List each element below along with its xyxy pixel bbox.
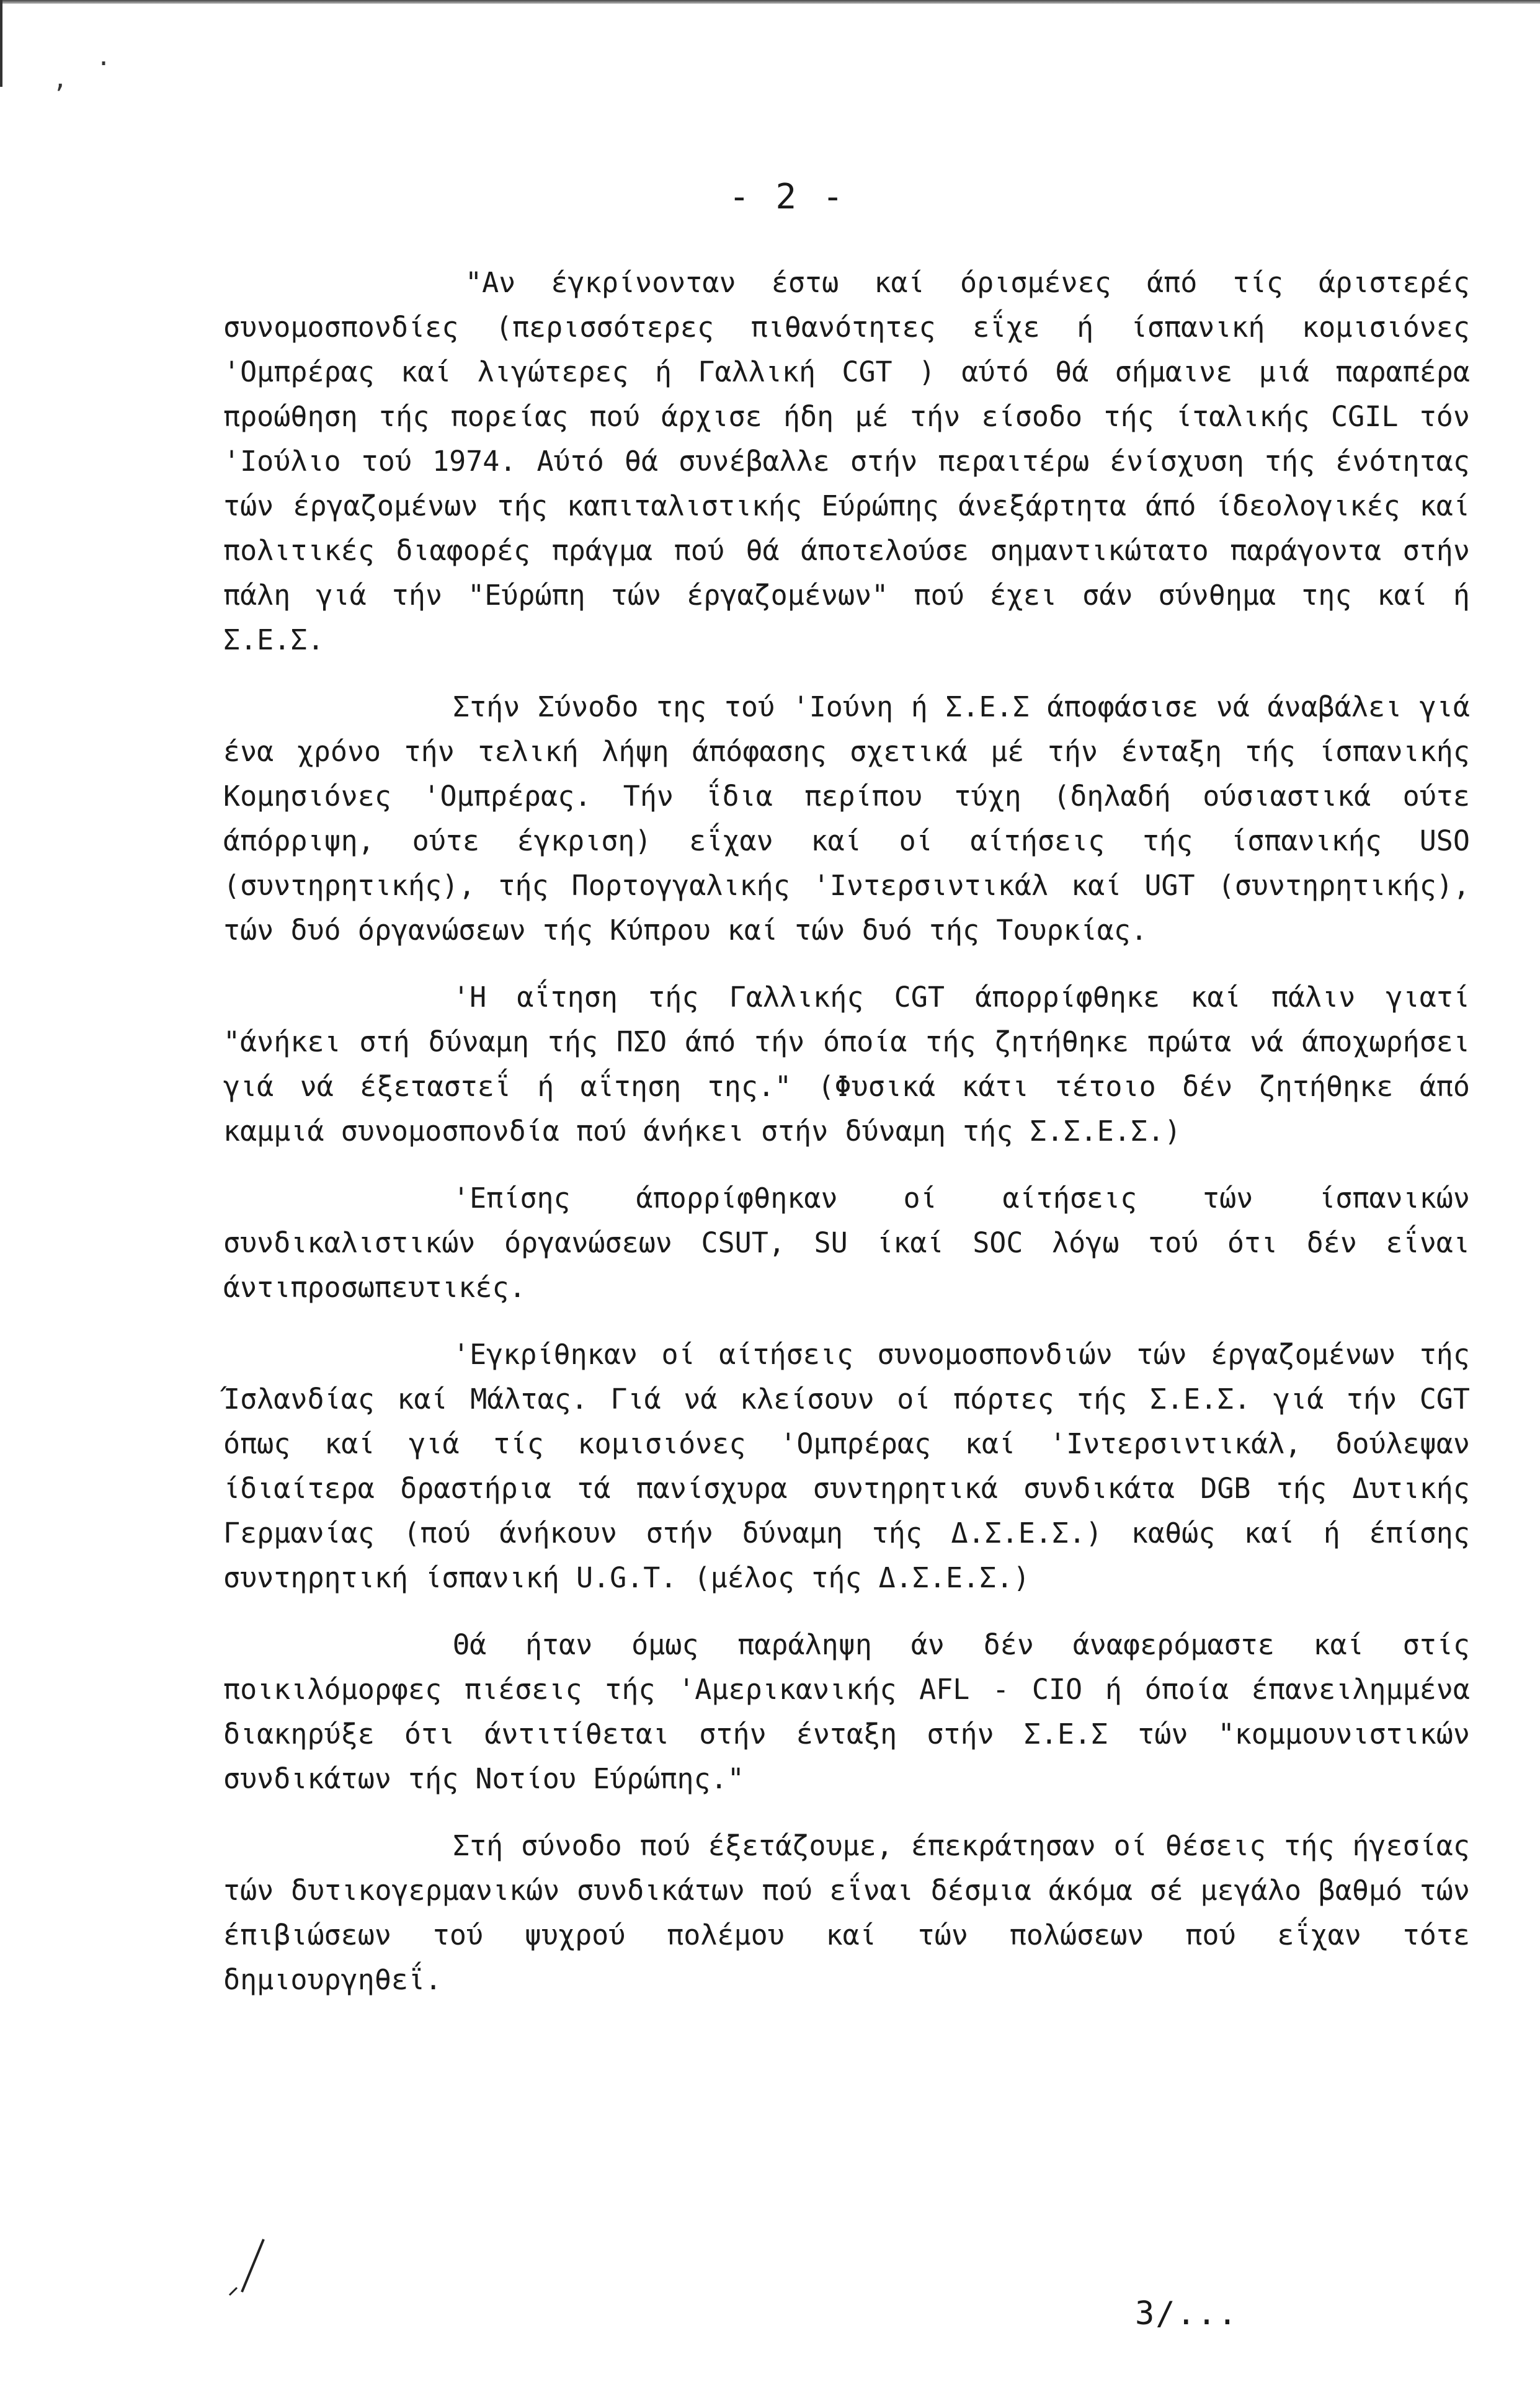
scan-speck: , <box>53 65 68 94</box>
paragraph: Θά ήταν όμως παράληψη άν δέν άναφερόμαστε καί στίς ποικιλόμορφες πιέσεις τής 'Αμερικανικής AFL - CIO ή όποία έπανειλημμένα διακηρύξε ότι άντιτίθεται στήν ένταξη στήν Σ.Ε.Σ τών "κομμουνιστικών συνδικάτων τής Νοτίου Εύρώπης." <box>223 1628 1470 1795</box>
pen-mark <box>217 2233 292 2301</box>
scan-speck: · <box>96 50 112 78</box>
page-number: - 2 - <box>729 177 846 217</box>
continuation-reference: 3/... <box>1135 2295 1239 2332</box>
body-text <box>223 261 1470 2025</box>
paragraph: 'Επίσης άπορρίφθηκαν οί αίτήσεις τών ίσπανικών συνδικαλιστικών όργανώσεων CSUT, SU ίκαί SOC λόγω τού ότι δέν εΐναι άντιπροσωπευτικές. <box>223 1182 1470 1304</box>
paragraph: 'Εγκρίθηκαν οί αίτήσεις συνομοσπονδιών τών έργαζομένων τής Ίσλανδίας καί Μάλτας. Γιά νά κλείσουν οί πόρτες τής Σ.Ε.Σ. γιά τήν CGT όπως καί γιά τίς κομισιόνες 'Ομπρέρας καί 'Ιντερσιντικάλ, δούλεψαν ίδιαίτερα δραστήρια τά πανίσχυρα συντηρητικά συνδικάτα DGB τής Δυτικής Γερμανίας (πού άνήκουν στήν δύναμη τής Δ.Σ.Ε.Σ.) καθώς καί ή έπίσης συντηρητική ίσπανική U.G.T. (μέλος τής Δ.Σ.Ε.Σ.) <box>223 1338 1470 1594</box>
paragraph: Στήν Σύνοδο της τού 'Ιούνη ή Σ.Ε.Σ άποφάσισε νά άναβάλει γιά ένα χρόνο τήν τελική λήψη άπόφασης σχετικά μέ τήν ένταξη τής ίσπανικής Κομησιόνες 'Ομπρέρας. Τήν ΐδια περίπου τύχη (δηλαδή ούσιαστικά ούτε άπόρριψη, ούτε έγκριση) εΐχαν καί οί αίτήσεις τής ίσπανικής USO (συντηρητικής), τής Πορτογγαλικής 'Ιντερσιντικάλ καί UGT (συντηρητικής), τών δυό όργανώσεων τής Κύπρου καί τών δυό τής Τουρκίας. <box>223 690 1470 947</box>
scan-edge-left <box>0 0 2 87</box>
scan-edge-top <box>0 0 1540 4</box>
paragraph: Στή σύνοδο πού έξετάζουμε, έπεκράτησαν οί θέσεις τής ήγεσίας τών δυτικογερμανικών συνδικάτων πού εΐναι δέσμια άκόμα σέ μεγάλο βαθμό τών έπιβιώσεων τού ψυχρού πολέμου καί τών πολώσεων πού εΐχαν τότε δημιουργηθεΐ. <box>223 1829 1470 1996</box>
paragraph: "Αν έγκρίνονταν έστω καί όρισμένες άπό τίς άριστερές συνομοσπονδίες (περισσότερες πιθανότητες εΐχε ή ίσπανική κομισιόνες 'Ομπρέρας καί λιγώτερες ή Γαλλική CGT ) αύτό θά σήμαινε μιά παραπέρα προώθηση τής πορείας πού άρχισε ήδη μέ τήν είσοδο τής ίταλικής CGIL τόν 'Ιούλιο τού 1974. Αύτό θά συνέβαλλε στήν περαιτέρω ένίσχυση τής ένότητας τών έργαζομένων τής καπιταλιστικής Εύρώπης άνεξάρτητα άπό ίδεολογικές καί πολιτικές διαφορές πράγμα πού θά άποτελούσε σημαντικώτατο παράγοντα στήν πάλη γιά τήν "Εύρώπη τών έργαζομένων" πού έχει σάν σύνθημα της καί ή Σ.Ε.Σ. <box>223 266 1470 656</box>
paragraph: 'Η αΐτηση τής Γαλλικής CGT άπορρίφθηκε καί πάλιν γιατί "άνήκει στή δύναμη τής ΠΣΟ άπό τήν όποία τής ζητήθηκε πρώτα νά άποχωρήσει γιά νά έξεταστεΐ ή αΐτηση της." (Φυσικά κάτι τέτοιο δέν ζητήθηκε άπό καμμιά συνομοσπονδία πού άνήκει στήν δύναμη τής Σ.Σ.Ε.Σ.) <box>223 981 1470 1148</box>
